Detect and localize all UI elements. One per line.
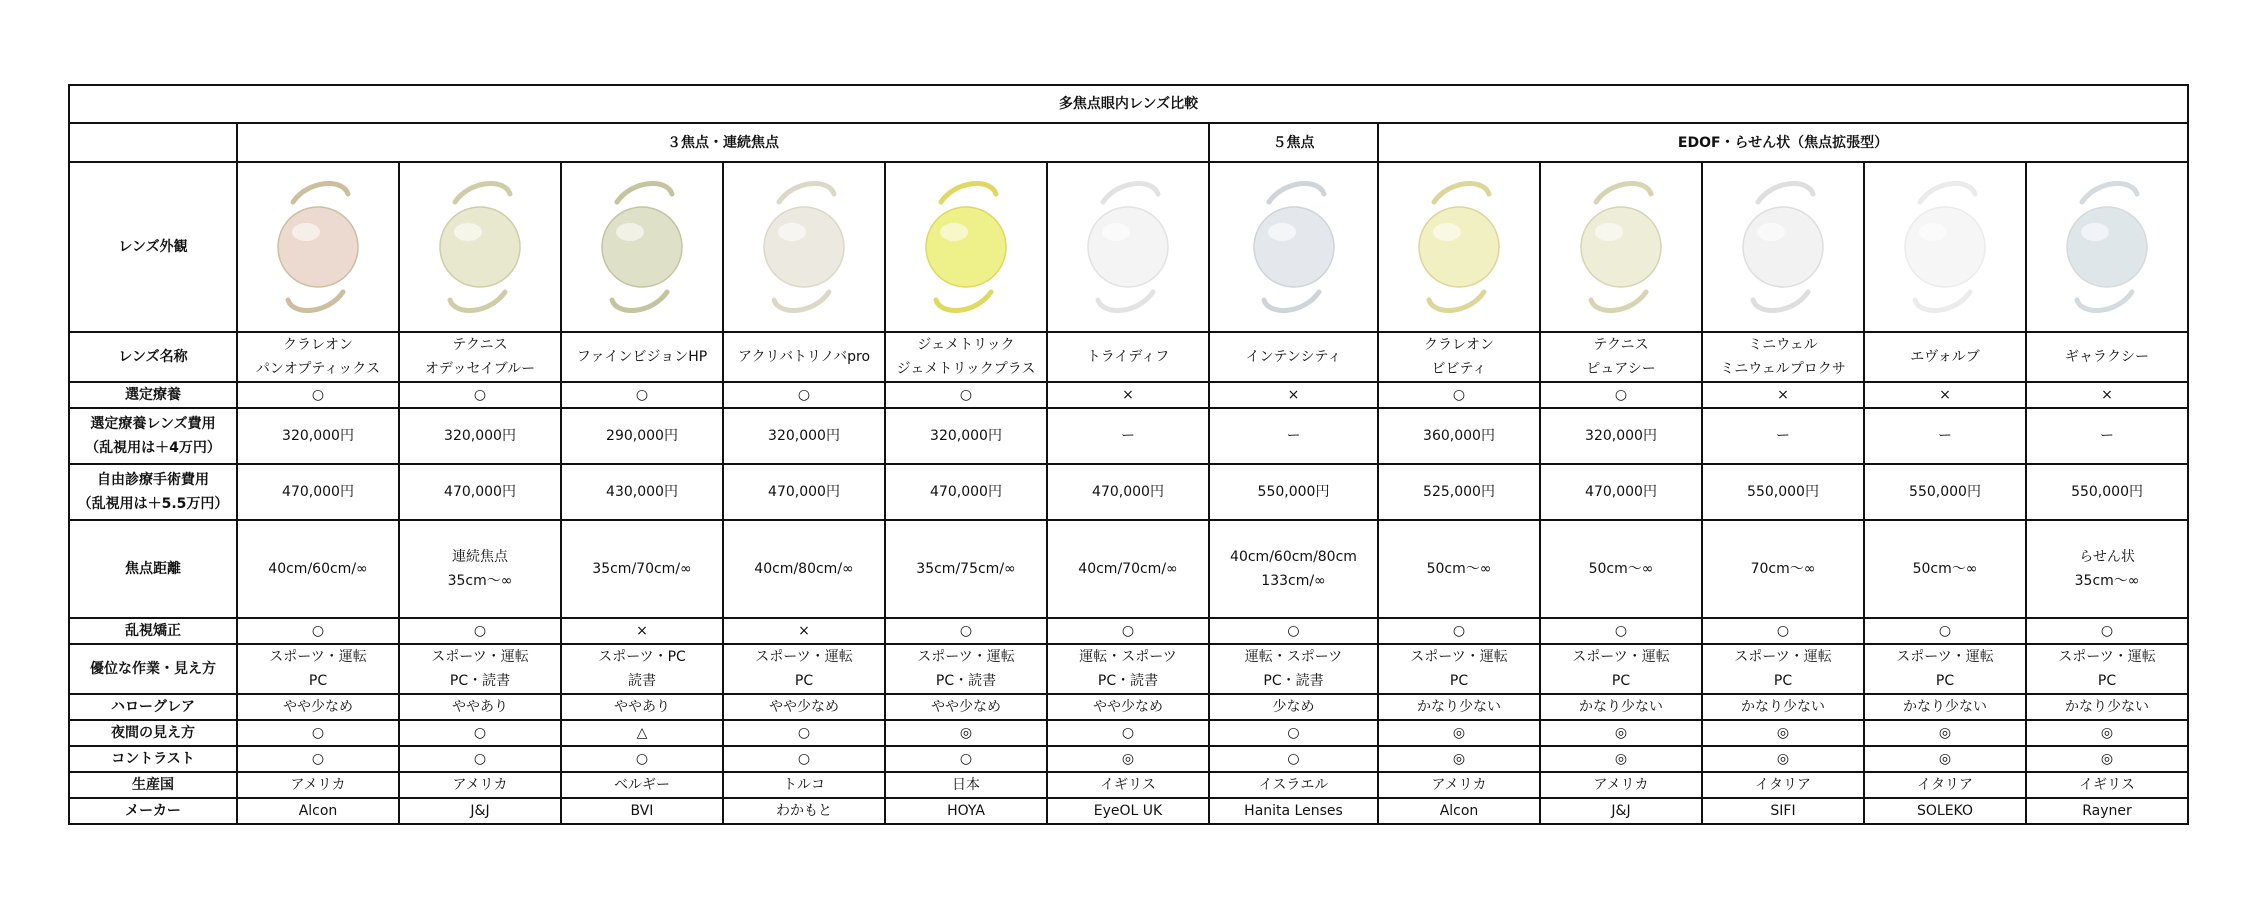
row-label-halo: ハローグレア bbox=[69, 694, 237, 720]
lens-highlight bbox=[616, 223, 644, 241]
night-cell: ◎ bbox=[1378, 720, 1540, 746]
focus-cell: 70cm～∞ bbox=[1702, 520, 1864, 618]
maker-cell: わかもと bbox=[723, 798, 885, 824]
contrast-cell: ○ bbox=[399, 746, 561, 772]
astigmatism-cell: ○ bbox=[399, 618, 561, 644]
free-cost-cell: 470,000円 bbox=[1047, 464, 1209, 520]
contrast-cell: ◎ bbox=[1378, 746, 1540, 772]
lens-image bbox=[1875, 172, 2015, 322]
lens-haptic-bottom bbox=[612, 292, 667, 310]
lens-haptic-top bbox=[1434, 184, 1489, 202]
night-cell: ◎ bbox=[1702, 720, 1864, 746]
selective-cell: × bbox=[1209, 382, 1378, 408]
lens-image bbox=[1713, 172, 1853, 322]
work-cell: スポーツ・運転 PC bbox=[1540, 644, 1702, 694]
halo-cell: かなり少ない bbox=[1378, 694, 1540, 720]
halo-cell: やや少なめ bbox=[885, 694, 1047, 720]
country-cell: イタリア bbox=[1702, 772, 1864, 798]
lens-haptic-top bbox=[1103, 184, 1158, 202]
lens-image bbox=[572, 172, 712, 322]
maker-cell: Alcon bbox=[1378, 798, 1540, 824]
lens-highlight bbox=[1919, 223, 1947, 241]
halo-cell: ややあり bbox=[399, 694, 561, 720]
lens-highlight bbox=[454, 223, 482, 241]
contrast-cell: ◎ bbox=[1540, 746, 1702, 772]
lens-optic bbox=[1905, 207, 1985, 287]
halo-cell: やや少なめ bbox=[1047, 694, 1209, 720]
lens-haptic-bottom bbox=[936, 292, 991, 310]
lens-image bbox=[1058, 172, 1198, 322]
free-cost-cell: 470,000円 bbox=[885, 464, 1047, 520]
lens-appearance-cell bbox=[1702, 162, 1864, 332]
country-cell: イタリア bbox=[1864, 772, 2026, 798]
contrast-cell: ◎ bbox=[1047, 746, 1209, 772]
lens-highlight bbox=[1757, 223, 1785, 241]
row-label-appearance: レンズ外観 bbox=[69, 162, 237, 332]
contrast-cell: ○ bbox=[723, 746, 885, 772]
work-cell: スポーツ・運転 PC・読書 bbox=[399, 644, 561, 694]
row-label-astigmatism: 乱視矯正 bbox=[69, 618, 237, 644]
lens-haptic-top bbox=[1596, 184, 1651, 202]
maker-cell: SIFI bbox=[1702, 798, 1864, 824]
focus-cell: 連続焦点 35cm～∞ bbox=[399, 520, 561, 618]
lens-name-cell: ミニウェル ミニウェルプロクサ bbox=[1702, 332, 1864, 382]
astigmatism-cell: ○ bbox=[1540, 618, 1702, 644]
selective-cost-cell: ー bbox=[1864, 408, 2026, 464]
selective-cost-cell: 320,000円 bbox=[723, 408, 885, 464]
country-cell: ベルギー bbox=[561, 772, 723, 798]
selective-cell: ○ bbox=[1378, 382, 1540, 408]
selective-cost-cell: 320,000円 bbox=[399, 408, 561, 464]
lens-name-cell: ギャラクシー bbox=[2026, 332, 2188, 382]
halo-cell: かなり少ない bbox=[1864, 694, 2026, 720]
halo-cell: やや少なめ bbox=[237, 694, 399, 720]
work-cell: 運転・スポーツ PC・読書 bbox=[1209, 644, 1378, 694]
lens-optic bbox=[1088, 207, 1168, 287]
maker-cell: EyeOL UK bbox=[1047, 798, 1209, 824]
halo-cell: やや少なめ bbox=[723, 694, 885, 720]
row-label-maker: メーカー bbox=[69, 798, 237, 824]
contrast-cell: ○ bbox=[1209, 746, 1378, 772]
work-cell: スポーツ・運転 PC bbox=[1864, 644, 2026, 694]
work-cell: スポーツ・運転 PC bbox=[1378, 644, 1540, 694]
selective-cell: ○ bbox=[1540, 382, 1702, 408]
maker-cell: HOYA bbox=[885, 798, 1047, 824]
focus-cell: 40cm/70cm/∞ bbox=[1047, 520, 1209, 618]
astigmatism-cell: ○ bbox=[1047, 618, 1209, 644]
contrast-cell: ○ bbox=[237, 746, 399, 772]
selective-cell: × bbox=[1864, 382, 2026, 408]
astigmatism-cell: ○ bbox=[1702, 618, 1864, 644]
lens-optic bbox=[278, 207, 358, 287]
lens-appearance-cell bbox=[2026, 162, 2188, 332]
row-label-focus: 焦点距離 bbox=[69, 520, 237, 618]
lens-haptic-bottom bbox=[1264, 292, 1319, 310]
work-cell: 運転・スポーツ PC・読書 bbox=[1047, 644, 1209, 694]
maker-cell: SOLEKO bbox=[1864, 798, 2026, 824]
lens-highlight bbox=[1268, 223, 1296, 241]
free-cost-cell: 550,000円 bbox=[1864, 464, 2026, 520]
astigmatism-cell: ○ bbox=[2026, 618, 2188, 644]
lens-optic bbox=[926, 207, 1006, 287]
lens-name-cell: クラレオン パンオプティックス bbox=[237, 332, 399, 382]
focus-cell: らせん状 35cm～∞ bbox=[2026, 520, 2188, 618]
contrast-cell: ◎ bbox=[1864, 746, 2026, 772]
lens-optic bbox=[440, 207, 520, 287]
selective-cost-cell: ー bbox=[1702, 408, 1864, 464]
astigmatism-cell: ○ bbox=[1864, 618, 2026, 644]
lens-image bbox=[1551, 172, 1691, 322]
lens-optic bbox=[1254, 207, 1334, 287]
row-label-free-cost: 自由診療手術費用 （乱視用は＋5.5万円） bbox=[69, 464, 237, 520]
lens-appearance-cell bbox=[561, 162, 723, 332]
work-cell: スポーツ・PC 読書 bbox=[561, 644, 723, 694]
free-cost-cell: 550,000円 bbox=[2026, 464, 2188, 520]
lens-appearance-cell bbox=[1047, 162, 1209, 332]
country-cell: アメリカ bbox=[399, 772, 561, 798]
row-label-night: 夜間の見え方 bbox=[69, 720, 237, 746]
lens-name-cell: ファインビジョンHP bbox=[561, 332, 723, 382]
group-header-edof: EDOF・らせん状（焦点拡張型） bbox=[1378, 123, 2188, 162]
lens-haptic-bottom bbox=[1098, 292, 1153, 310]
lens-highlight bbox=[1433, 223, 1461, 241]
lens-image bbox=[734, 172, 874, 322]
astigmatism-cell: × bbox=[561, 618, 723, 644]
row-label-selective-cost: 選定療養レンズ費用 （乱視用は＋4万円） bbox=[69, 408, 237, 464]
focus-cell: 40cm/80cm/∞ bbox=[723, 520, 885, 618]
lens-appearance-cell bbox=[237, 162, 399, 332]
halo-cell: 少なめ bbox=[1209, 694, 1378, 720]
night-cell: ○ bbox=[399, 720, 561, 746]
lens-name-cell: クラレオン ビビティ bbox=[1378, 332, 1540, 382]
row-label-contrast: コントラスト bbox=[69, 746, 237, 772]
halo-cell: かなり少ない bbox=[2026, 694, 2188, 720]
astigmatism-cell: × bbox=[723, 618, 885, 644]
lens-haptic-bottom bbox=[1753, 292, 1808, 310]
country-cell: 日本 bbox=[885, 772, 1047, 798]
lens-haptic-bottom bbox=[450, 292, 505, 310]
astigmatism-cell: ○ bbox=[237, 618, 399, 644]
astigmatism-cell: ○ bbox=[885, 618, 1047, 644]
selective-cost-cell: 290,000円 bbox=[561, 408, 723, 464]
lens-haptic-bottom bbox=[1429, 292, 1484, 310]
lens-name-cell: トライディフ bbox=[1047, 332, 1209, 382]
focus-cell: 40cm/60cm/∞ bbox=[237, 520, 399, 618]
work-cell: スポーツ・運転 PC・読書 bbox=[885, 644, 1047, 694]
selective-cost-cell: ー bbox=[1209, 408, 1378, 464]
lens-name-cell: テクニス オデッセイブルー bbox=[399, 332, 561, 382]
lens-appearance-cell bbox=[399, 162, 561, 332]
focus-cell: 40cm/60cm/80cm 133cm/∞ bbox=[1209, 520, 1378, 618]
selective-cost-cell: ー bbox=[2026, 408, 2188, 464]
lens-image bbox=[1389, 172, 1529, 322]
lens-haptic-bottom bbox=[1591, 292, 1646, 310]
lens-optic bbox=[1419, 207, 1499, 287]
lens-image bbox=[410, 172, 550, 322]
free-cost-cell: 550,000円 bbox=[1702, 464, 1864, 520]
lens-haptic-top bbox=[779, 184, 834, 202]
focus-cell: 50cm～∞ bbox=[1378, 520, 1540, 618]
contrast-cell: ○ bbox=[561, 746, 723, 772]
lens-name-cell: エヴォルブ bbox=[1864, 332, 2026, 382]
free-cost-cell: 470,000円 bbox=[1540, 464, 1702, 520]
lens-appearance-cell bbox=[1209, 162, 1378, 332]
night-cell: ○ bbox=[1047, 720, 1209, 746]
selective-cell: × bbox=[1047, 382, 1209, 408]
lens-haptic-top bbox=[941, 184, 996, 202]
selective-cost-cell: 360,000円 bbox=[1378, 408, 1540, 464]
selective-cost-cell: 320,000円 bbox=[885, 408, 1047, 464]
lens-haptic-bottom bbox=[288, 292, 343, 310]
night-cell: ○ bbox=[723, 720, 885, 746]
lens-highlight bbox=[1102, 223, 1130, 241]
lens-name-cell: ジェメトリック ジェメトリックプラス bbox=[885, 332, 1047, 382]
halo-cell: かなり少ない bbox=[1540, 694, 1702, 720]
row-label-work: 優位な作業・見え方 bbox=[69, 644, 237, 694]
night-cell: ◎ bbox=[885, 720, 1047, 746]
astigmatism-cell: ○ bbox=[1378, 618, 1540, 644]
country-cell: アメリカ bbox=[1378, 772, 1540, 798]
maker-cell: Alcon bbox=[237, 798, 399, 824]
maker-cell: Rayner bbox=[2026, 798, 2188, 824]
country-cell: イギリス bbox=[2026, 772, 2188, 798]
lens-appearance-cell bbox=[1864, 162, 2026, 332]
focus-cell: 35cm/70cm/∞ bbox=[561, 520, 723, 618]
lens-haptic-top bbox=[2082, 184, 2137, 202]
free-cost-cell: 550,000円 bbox=[1209, 464, 1378, 520]
selective-cell: × bbox=[2026, 382, 2188, 408]
lens-highlight bbox=[2081, 223, 2109, 241]
lens-haptic-top bbox=[617, 184, 672, 202]
work-cell: スポーツ・運転 PC bbox=[723, 644, 885, 694]
maker-cell: J&J bbox=[1540, 798, 1702, 824]
selective-cell: ○ bbox=[399, 382, 561, 408]
night-cell: ○ bbox=[237, 720, 399, 746]
comparison-table bbox=[68, 84, 2189, 825]
country-cell: イスラエル bbox=[1209, 772, 1378, 798]
group-header-trifocal: ３焦点・連続焦点 bbox=[237, 123, 1209, 162]
lens-appearance-cell bbox=[1378, 162, 1540, 332]
night-cell: ◎ bbox=[2026, 720, 2188, 746]
row-label-selective: 選定療養 bbox=[69, 382, 237, 408]
lens-image bbox=[896, 172, 1036, 322]
table-title: 多焦点眼内レンズ比較 bbox=[69, 85, 2188, 123]
lens-optic bbox=[1743, 207, 1823, 287]
lens-appearance-cell bbox=[885, 162, 1047, 332]
focus-cell: 50cm～∞ bbox=[1864, 520, 2026, 618]
halo-cell: かなり少ない bbox=[1702, 694, 1864, 720]
selective-cell: ○ bbox=[561, 382, 723, 408]
selective-cell: × bbox=[1702, 382, 1864, 408]
row-label-country: 生産国 bbox=[69, 772, 237, 798]
group-header-pentafocal: ５焦点 bbox=[1209, 123, 1378, 162]
row-label-name: レンズ名称 bbox=[69, 332, 237, 382]
lens-highlight bbox=[292, 223, 320, 241]
lens-highlight bbox=[778, 223, 806, 241]
lens-image bbox=[1224, 172, 1364, 322]
lens-highlight bbox=[1595, 223, 1623, 241]
lens-optic bbox=[2067, 207, 2147, 287]
work-cell: スポーツ・運転 PC bbox=[1702, 644, 1864, 694]
astigmatism-cell: ○ bbox=[1209, 618, 1378, 644]
focus-cell: 50cm～∞ bbox=[1540, 520, 1702, 618]
night-cell: △ bbox=[561, 720, 723, 746]
contrast-cell: ○ bbox=[885, 746, 1047, 772]
country-cell: アメリカ bbox=[1540, 772, 1702, 798]
lens-haptic-top bbox=[1269, 184, 1324, 202]
lens-optic bbox=[602, 207, 682, 287]
lens-image bbox=[248, 172, 388, 322]
selective-cell: ○ bbox=[723, 382, 885, 408]
lens-image bbox=[2037, 172, 2177, 322]
lens-name-cell: テクニス ピュアシー bbox=[1540, 332, 1702, 382]
night-cell: ○ bbox=[1209, 720, 1378, 746]
selective-cell: ○ bbox=[237, 382, 399, 408]
night-cell: ◎ bbox=[1540, 720, 1702, 746]
selective-cell: ○ bbox=[885, 382, 1047, 408]
lens-optic bbox=[1581, 207, 1661, 287]
lens-haptic-bottom bbox=[1915, 292, 1970, 310]
lens-name-cell: インテンシティ bbox=[1209, 332, 1378, 382]
focus-cell: 35cm/75cm/∞ bbox=[885, 520, 1047, 618]
country-cell: イギリス bbox=[1047, 772, 1209, 798]
free-cost-cell: 470,000円 bbox=[723, 464, 885, 520]
lens-haptic-bottom bbox=[2077, 292, 2132, 310]
halo-cell: ややあり bbox=[561, 694, 723, 720]
maker-cell: J&J bbox=[399, 798, 561, 824]
lens-appearance-cell bbox=[723, 162, 885, 332]
work-cell: スポーツ・運転 PC bbox=[237, 644, 399, 694]
work-cell: スポーツ・運転 PC bbox=[2026, 644, 2188, 694]
lens-name-cell: アクリバトリノバpro bbox=[723, 332, 885, 382]
free-cost-cell: 470,000円 bbox=[237, 464, 399, 520]
contrast-cell: ◎ bbox=[1702, 746, 1864, 772]
selective-cost-cell: ー bbox=[1047, 408, 1209, 464]
lens-haptic-bottom bbox=[774, 292, 829, 310]
selective-cost-cell: 320,000円 bbox=[1540, 408, 1702, 464]
selective-cost-cell: 320,000円 bbox=[237, 408, 399, 464]
country-cell: アメリカ bbox=[237, 772, 399, 798]
lens-haptic-top bbox=[1758, 184, 1813, 202]
group-header-blank bbox=[69, 123, 237, 162]
lens-haptic-top bbox=[1920, 184, 1975, 202]
lens-optic bbox=[764, 207, 844, 287]
contrast-cell: ◎ bbox=[2026, 746, 2188, 772]
maker-cell: Hanita Lenses bbox=[1209, 798, 1378, 824]
night-cell: ◎ bbox=[1864, 720, 2026, 746]
free-cost-cell: 470,000円 bbox=[399, 464, 561, 520]
lens-haptic-top bbox=[293, 184, 348, 202]
free-cost-cell: 430,000円 bbox=[561, 464, 723, 520]
country-cell: トルコ bbox=[723, 772, 885, 798]
maker-cell: BVI bbox=[561, 798, 723, 824]
lens-appearance-cell bbox=[1540, 162, 1702, 332]
lens-haptic-top bbox=[455, 184, 510, 202]
lens-highlight bbox=[940, 223, 968, 241]
free-cost-cell: 525,000円 bbox=[1378, 464, 1540, 520]
